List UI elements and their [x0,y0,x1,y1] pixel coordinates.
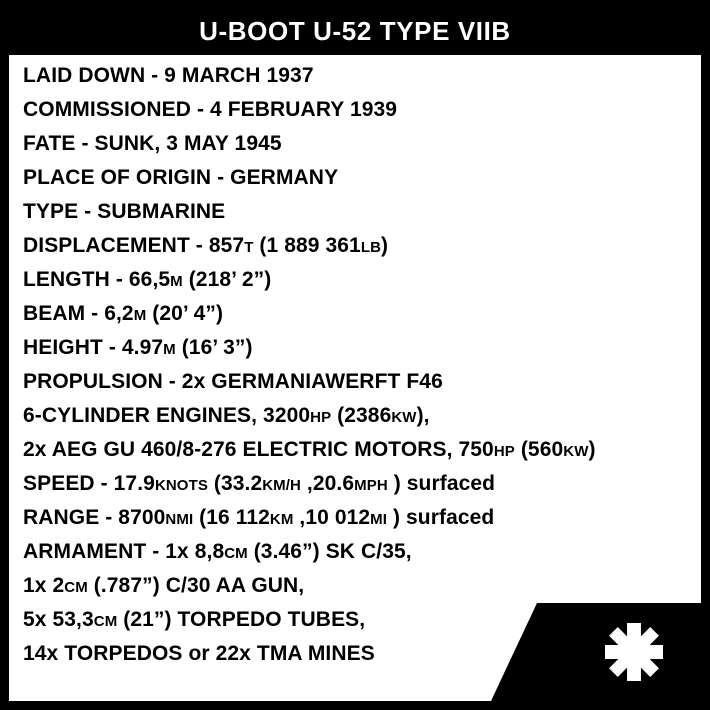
spec-text: MI [370,511,388,528]
spec-line-armament-1 [23,541,701,562]
spec-text: FATE - SUNK, 3 MAY 1945 [23,132,282,155]
spec-text: (16’ 3”) [175,336,253,359]
spec-line-speed [23,473,701,494]
spec-line-beam [23,303,701,324]
spec-line-electric-motors [23,439,701,460]
spec-text: 1x 2 [23,574,65,597]
spec-line-armament-2 [23,575,701,596]
spec-text: NMI [165,511,194,528]
spec-text: KW [391,409,417,426]
spec-line-range [23,507,701,528]
spec-text: 5x 53,3 [23,608,94,631]
spec-text: DISPLACEMENT - 857 [23,234,245,257]
spec-text: (3.46”) SK C/35, [247,540,412,563]
spec-line-place-of-origin [23,167,701,188]
spec-text: surfaced [406,472,496,495]
spec-text: ) [387,506,406,529]
spec-text: HP [310,409,332,426]
spec-text: MPH [354,477,388,494]
spec-text: TYPE - SUBMARINE [23,200,226,223]
spec-text: ) [588,438,596,461]
spec-text: (21”) TORPEDO TUBES, [117,608,366,631]
spec-line-type [23,201,701,222]
spec-text: PLACE OF ORIGIN - GERMANY [23,166,339,189]
spec-text: KM [269,511,294,528]
spec-text: (1 889 361 [253,234,361,257]
spec-text: (20’ 4”) [146,302,224,325]
spec-list [9,55,701,664]
spec-text: BEAM - 6,2 [23,302,134,325]
spec-text: 22x TMA MINES [209,642,375,665]
spec-text: LAID DOWN - 9 MARCH 1937 [23,64,314,87]
spec-line-fate [23,133,701,154]
spec-text: ,20.6 [300,472,355,495]
spec-text: CM [224,545,248,562]
spec-text: (2386 [331,404,392,427]
spec-line-height [23,337,701,358]
spec-text: ), [416,404,430,427]
spec-line-engines [23,405,701,426]
spec-text: surfaced [406,506,495,529]
spec-text: 2x AEG GU 460/8-276 ELECTRIC MOTORS, 750 [23,438,494,461]
spec-text: 6-CYLINDER ENGINES, 3200 [23,404,311,427]
spec-text: HEIGHT - 4.97 [23,336,164,359]
spec-text: PROPULSION - 2x GERMANIAWERFT F46 [23,370,443,393]
spec-line-commissioned [23,99,701,120]
spec-line-propulsion [23,371,701,392]
spec-text: ) [381,234,389,257]
iron-cross-icon [605,623,663,681]
spec-text: (218’ 2”) [182,268,272,291]
spec-text: LB [360,239,382,256]
spec-text: ) [387,472,407,495]
spec-text: M [170,273,183,290]
spec-text: COMMISSIONED - 4 FEBRUARY 1939 [23,98,398,121]
spec-text: T [244,239,254,256]
spec-text: RANGE - 8700 [23,506,166,529]
spec-text: KNOTS [154,477,208,494]
spec-line-displacement [23,235,701,256]
spec-text: M [163,341,176,358]
spec-text: HP [493,443,515,460]
spec-text: KM/H [262,477,301,494]
spec-text: CM [64,579,88,596]
spec-text: (16 112 [193,506,270,529]
spec-text: SPEED - 17.9 [23,472,155,495]
spec-text: 14x TORPEDOS [23,642,189,665]
page-title: U-BOOT U-52 TYPE VIIB [9,9,701,55]
spec-text: ,10 012 [293,506,371,529]
spec-text: CM [93,613,118,630]
spec-text: (33.2 [207,472,263,495]
spec-text: ARMAMENT - 1x 8,8 [23,540,225,563]
spec-text: M [133,307,147,324]
spec-text: KW [563,443,589,460]
spec-line-laid-down [23,65,701,86]
spec-text: (560 [514,438,564,461]
spec-text: or [188,642,210,665]
spec-line-length [23,269,701,290]
spec-text: (.787”) C/30 AA GUN, [87,574,305,597]
spec-text: LENGTH - 66,5 [23,268,171,291]
